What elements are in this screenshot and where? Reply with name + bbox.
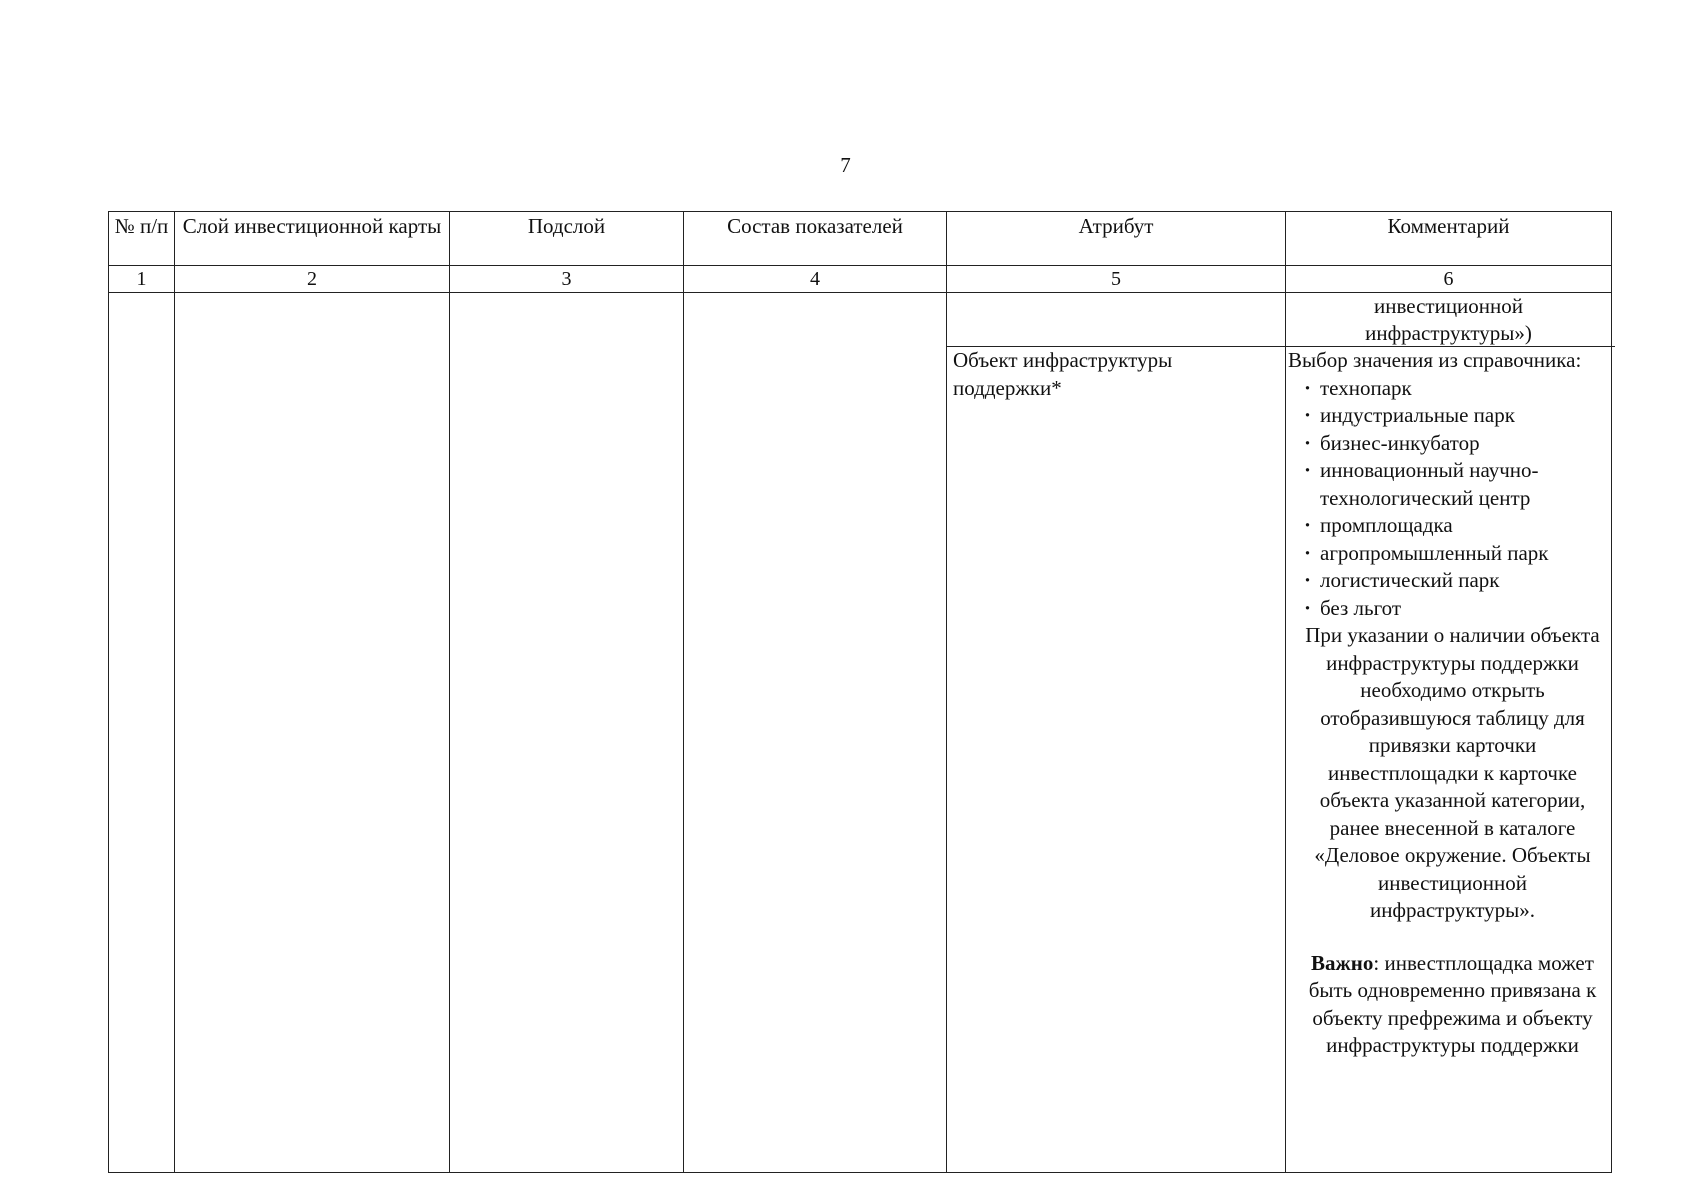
- column-number: 1: [109, 266, 175, 293]
- list-item: · агропромышленный парк: [1302, 540, 1611, 568]
- list-item: · логистический парк: [1302, 567, 1611, 595]
- list-item: · индустриальные парк: [1302, 402, 1611, 430]
- attribute-continued-blank: [947, 293, 1285, 347]
- cell-sublayer: [450, 293, 684, 1173]
- column-number: 3: [450, 266, 684, 293]
- table-header-row: [109, 212, 1612, 266]
- list-item: · промплощадка: [1302, 512, 1611, 540]
- page-number: 7: [840, 153, 851, 177]
- list-item: · бизнес-инкубатор: [1302, 430, 1611, 458]
- column-number: 6: [1286, 266, 1612, 293]
- list-item: · технопарк: [1302, 375, 1611, 403]
- cell-layer: [175, 293, 450, 1173]
- header-number: № п/п: [109, 212, 175, 266]
- attribute-name: Объект инфраструктуры поддержки*: [953, 348, 1173, 400]
- header-comment: Комментарий: [1286, 212, 1612, 266]
- header-sublayer: Подслой: [450, 212, 684, 266]
- important-label: Важно: [1311, 950, 1374, 975]
- table-row: [109, 293, 1612, 1173]
- cell-comment: [1286, 293, 1612, 1173]
- comment-continued: инвестиционной инфраструктуры»): [1282, 293, 1615, 347]
- column-number: 2: [175, 266, 450, 293]
- important-note: [1286, 950, 1611, 1060]
- header-layer: Слой инвестиционной карты: [175, 212, 450, 266]
- cell-attribute: [947, 293, 1286, 1173]
- column-number: 5: [947, 266, 1286, 293]
- indicators-table: [108, 211, 1612, 1173]
- column-number: 4: [684, 266, 947, 293]
- header-indicators: Состав показателей: [684, 212, 947, 266]
- cell-number: [109, 293, 175, 1173]
- cell-indicators: [684, 293, 947, 1173]
- options-list: [1286, 375, 1611, 623]
- spacer: [1286, 925, 1611, 950]
- important-text: : инвестплощадка может быть одновременно привязана к объекту префрежима и объекту инфраструктуры поддержки: [1308, 950, 1597, 1057]
- header-attribute: Атрибут: [947, 212, 1286, 266]
- list-item: · инновационный научно-технологический центр: [1302, 457, 1611, 512]
- binding-note: При указании о наличии объекта инфраструктуры поддержки необходимо открыть отобразившуюся таблицу для привязки карточки инвестплощадки к карточке объекта указанной категории, ранее внесенной в каталоге «Деловое окружение. Объекты инвестиционной инфраструктуры».: [1305, 623, 1600, 922]
- list-item: · без льгот: [1302, 595, 1611, 623]
- column-number-row: [109, 266, 1612, 293]
- comment-lead: Выбор значения из справочника:: [1288, 348, 1582, 372]
